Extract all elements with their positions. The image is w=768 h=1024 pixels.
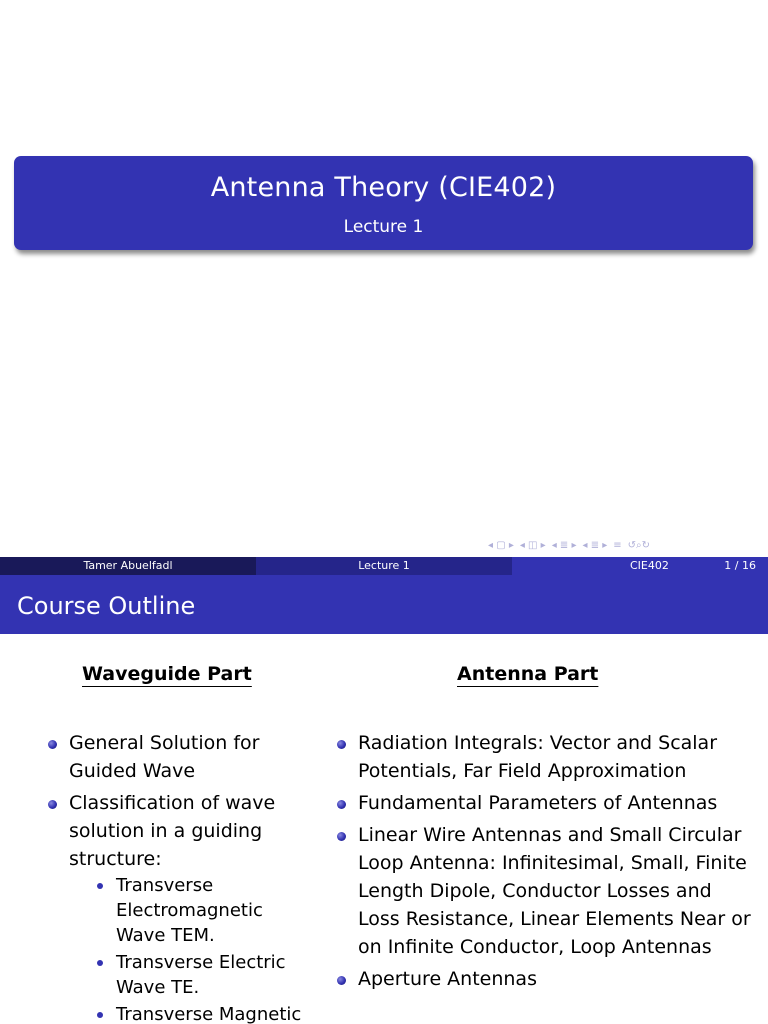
footer-page-number: 1 / 16 <box>724 559 756 572</box>
antenna-list <box>337 729 757 997</box>
presentation-title: Antenna Theory (CIE402) <box>210 172 557 203</box>
waveguide-list <box>48 729 308 1024</box>
footer-right <box>512 557 768 575</box>
list-item: Aperture Antennas <box>337 965 757 993</box>
nav-subsubsection-icon[interactable]: ◂ ≣ ▸ <box>582 539 608 551</box>
waveguide-heading: Waveguide Part <box>82 663 252 685</box>
sub-list-item: Transverse Electric Wave TE. <box>69 950 308 1000</box>
nav-frame-icon[interactable]: ◂ ▢ ▸ <box>488 539 514 551</box>
nav-subsection-icon[interactable]: ◂ ◫ ▸ <box>519 539 546 551</box>
sub-list-item: Transverse Electromagnetic Wave TEM. <box>69 873 308 948</box>
footer-author: Tamer Abuelfadl <box>0 557 256 575</box>
frame-title: Course Outline <box>17 592 196 620</box>
title-block <box>14 156 753 250</box>
footer-course: CIE402 <box>630 559 669 572</box>
list-item: Radiation Integrals: Vector and Scalar Potentials, Far Field Approximation <box>337 729 757 785</box>
sub-list-item: Transverse Magnetic <box>69 1002 308 1024</box>
antenna-heading: Antenna Part <box>457 663 599 685</box>
navigation-symbols <box>488 537 764 553</box>
list-item: General Solution for Guided Wave <box>48 729 308 785</box>
waveguide-sublist <box>69 873 308 1024</box>
nav-search-icon[interactable]: ↺⌕↻ <box>627 539 651 551</box>
footer-lecture: Lecture 1 <box>256 557 512 575</box>
list-item: Classification of wave solution in a guiding structure: Transverse Electromagnetic Wave TEM. Transverse Electric Wave TE. Transverse Magnetic <box>48 789 308 1024</box>
nav-align-icon[interactable]: ≡ <box>613 539 622 551</box>
list-item: Fundamental Parameters of Antennas <box>337 789 757 817</box>
list-item: Linear Wire Antennas and Small Circular Loop Antenna: Infinitesimal, Small, Finite Length Dipole, Conductor Losses and Loss Resistance, Linear Elements Near or on Infinite Conductor, Loop Antennas <box>337 821 757 961</box>
frame-title-bar <box>0 575 768 634</box>
footline <box>0 557 768 575</box>
presentation-subtitle: Lecture 1 <box>343 217 424 237</box>
nav-section-icon[interactable]: ◂ ≣ ▸ <box>551 539 577 551</box>
